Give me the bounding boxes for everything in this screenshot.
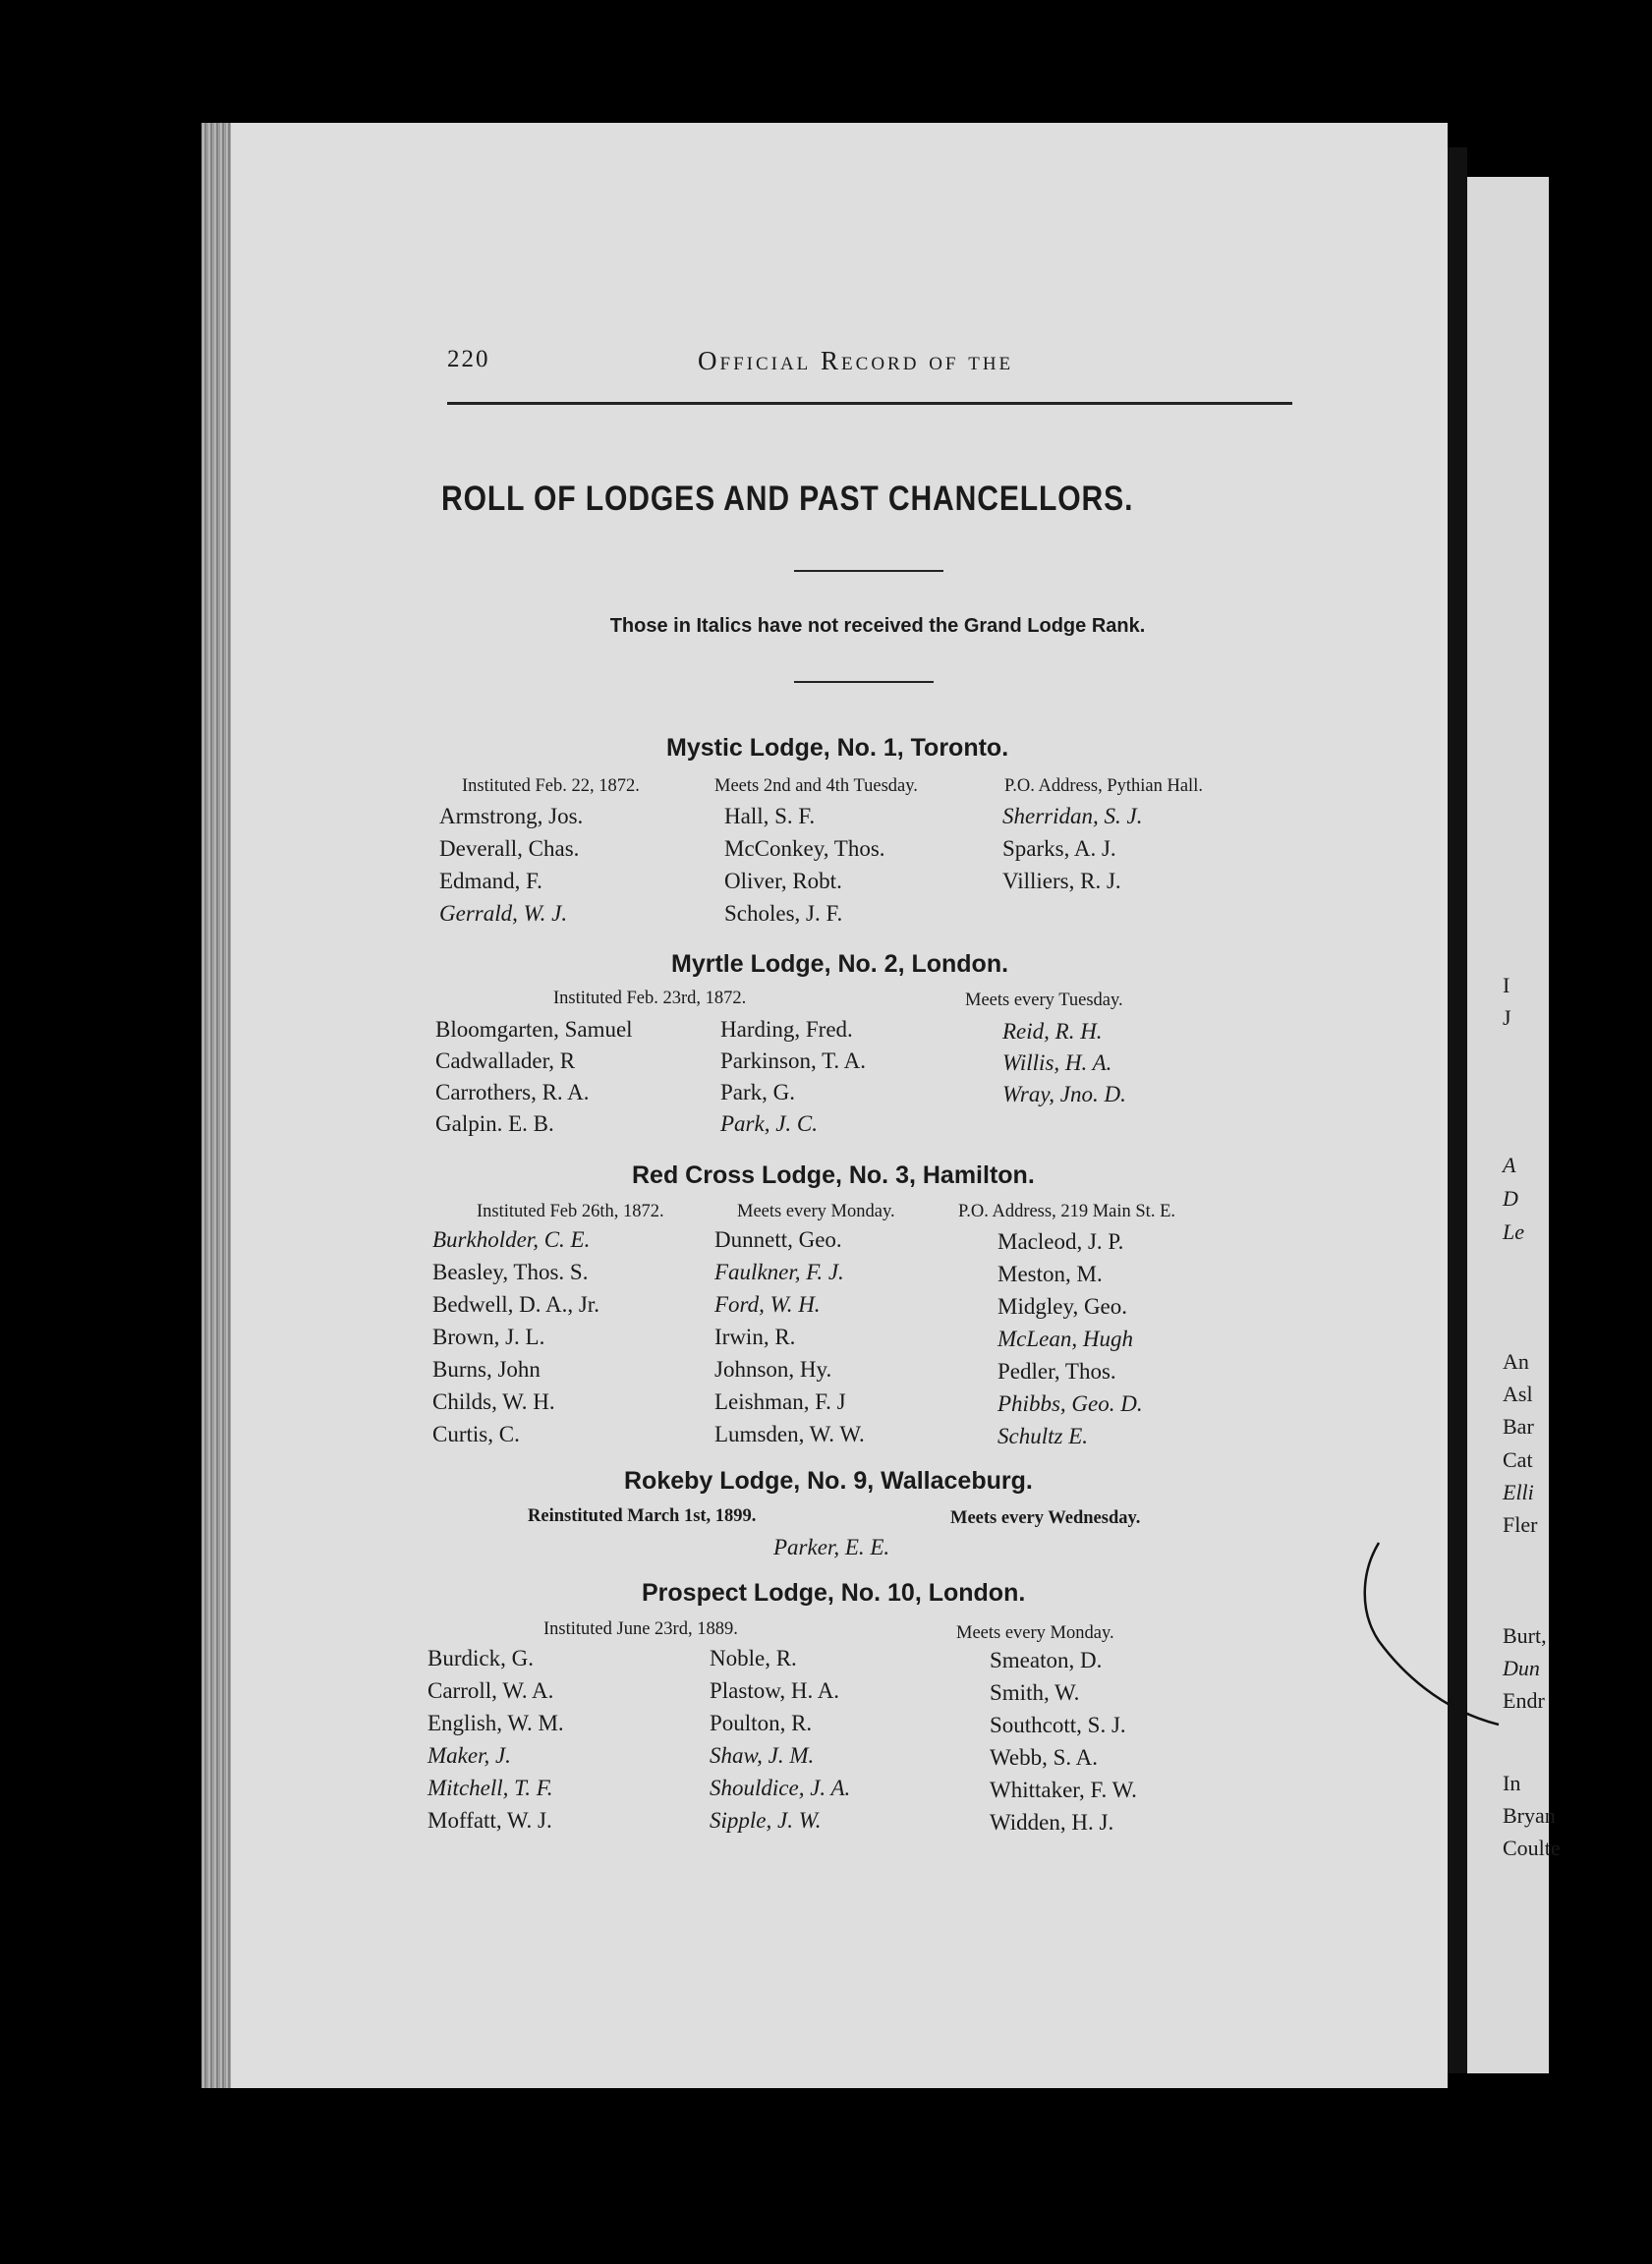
member-name: Macleod, J. P. [997,1229,1124,1254]
member-name: Meston, M. [997,1262,1103,1286]
lodge-heading: Prospect Lodge, No. 10, London. [642,1579,1026,1607]
member-name: Harding, Fred. [720,1017,853,1042]
facing-fragment: Bar [1503,1414,1534,1439]
member-name: Faulkner, F. J. [714,1260,844,1284]
member-name: Carrothers, R. A. [435,1080,590,1104]
member-name: Schultz E. [997,1424,1088,1448]
facing-fragment: Burt, [1503,1623,1547,1648]
member-name: Noble, R. [710,1646,797,1670]
member-name: Lumsden, W. W. [714,1422,865,1446]
facing-fragment: I [1503,973,1510,997]
member-name: Wray, Jno. D. [1002,1082,1126,1106]
member-name: Dunnett, Geo. [714,1227,842,1252]
member-name: Smeaton, D. [990,1648,1103,1672]
member-name: Burkholder, C. E. [432,1227,591,1252]
facing-fragment: Asl [1503,1382,1533,1406]
lodge-heading: Myrtle Lodge, No. 2, London. [671,950,1009,978]
italics-note: Those in Italics have not received the Grand Lodge Rank. [609,615,1146,637]
lodge-instituted: Instituted June 23rd, 1889. [543,1619,738,1639]
member-name: Webb, S. A. [990,1745,1098,1770]
member-name: Widden, H. J. [990,1810,1114,1835]
divider [794,681,934,683]
lodge-heading: Mystic Lodge, No. 1, Toronto. [666,734,1009,762]
lodge-address: P.O. Address, 219 Main St. E. [958,1202,1175,1221]
member-name: Reid, R. H. [1002,1019,1103,1044]
member-name: Deverall, Chas. [439,836,580,861]
member-name: Willis, H. A. [1002,1050,1112,1075]
page-title: ROLL OF LODGES AND PAST CHANCELLORS. [440,480,1134,518]
member-name: Phibbs, Geo. D. [997,1391,1143,1416]
facing-fragment: Coulte [1503,1836,1561,1860]
lodge-meetings: Meets every Wednesday. [950,1508,1141,1528]
member-name: Maker, J. [427,1743,511,1768]
member-name: Johnson, Hy. [714,1357,832,1382]
member-name: Ford, W. H. [714,1292,821,1317]
member-name: Sipple, J. W. [710,1808,822,1833]
facing-fragment: Cat [1503,1447,1533,1472]
member-name: Galpin. E. B. [435,1111,554,1136]
member-name: Whittaker, F. W. [990,1778,1137,1802]
facing-fragment: Bryan [1503,1803,1556,1828]
member-name: Cadwallader, R [435,1048,576,1073]
member-name: Sherridan, S. J. [1002,804,1143,828]
lodge-instituted: Instituted Feb. 22, 1872. [462,776,640,796]
member-name: Southcott, S. J. [990,1713,1126,1737]
member-name: Irwin, R. [714,1325,796,1349]
member-name: Bedwell, D. A., Jr. [432,1292,599,1317]
member-name: Poulton, R. [710,1711,813,1735]
lodge-instituted: Instituted Feb 26th, 1872. [477,1202,664,1221]
facing-fragment: In [1503,1771,1521,1795]
member-name: Parker, E. E. [773,1535,890,1559]
lodge-heading: Red Cross Lodge, No. 3, Hamilton. [632,1161,1035,1189]
header-rule [447,402,1292,405]
facing-fragment: J [1503,1005,1511,1030]
member-name: Shaw, J. M. [710,1743,815,1768]
member-name: Mitchell, T. F. [427,1776,553,1800]
member-name: Moffatt, W. J. [427,1808,552,1833]
member-name: English, W. M. [427,1711,564,1735]
member-name: Shouldice, J. A. [710,1776,851,1800]
lodge-heading: Rokeby Lodge, No. 9, Wallaceburg. [624,1467,1033,1495]
member-name: Oliver, Robt. [724,869,842,893]
page-number: 220 [447,346,490,372]
lodge-address: P.O. Address, Pythian Hall. [1004,776,1203,796]
member-name: Pedler, Thos. [997,1359,1116,1384]
member-name: Edmand, F. [439,869,542,893]
facing-page [1467,177,1561,2073]
lodge-meetings: Meets every Tuesday. [965,990,1123,1010]
member-name: Curtis, C. [432,1422,520,1446]
facing-fragment: Endr [1503,1688,1545,1713]
facing-fragment: An [1503,1349,1529,1374]
lodge-instituted: Reinstituted March 1st, 1899. [528,1506,757,1526]
page-edges [201,123,231,2088]
member-name: Burns, John [432,1357,541,1382]
member-name: Carroll, W. A. [427,1678,554,1703]
member-name: McConkey, Thos. [724,836,885,861]
member-name: Parkinson, T. A. [720,1048,867,1073]
facing-fragment: Le [1503,1219,1524,1244]
member-name: Midgley, Geo. [997,1294,1128,1319]
facing-fragment: A [1503,1153,1516,1177]
member-name: Sparks, A. J. [1002,836,1116,861]
member-name: Bloomgarten, Samuel [435,1017,633,1042]
member-name: Gerrald, W. J. [439,901,568,926]
lodge-meetings: Meets every Monday. [737,1202,895,1221]
member-name: Scholes, J. F. [724,901,843,926]
member-name: Hall, S. F. [724,804,816,828]
lodge-meetings: Meets 2nd and 4th Tuesday. [714,776,918,796]
member-name: Burdick, G. [427,1646,534,1670]
member-name: McLean, Hugh [997,1327,1133,1351]
member-name: Villiers, R. J. [1002,869,1121,893]
lodge-instituted: Instituted Feb. 23rd, 1872. [553,989,747,1008]
divider [794,570,943,572]
facing-fragment: Fler [1503,1512,1538,1537]
running-header: Official Record of the [698,346,1014,375]
member-name: Brown, J. L. [432,1325,545,1349]
member-name: Beasley, Thos. S. [432,1260,589,1284]
member-name: Smith, W. [990,1680,1080,1705]
pencil-mark [1361,1533,1509,1788]
member-name: Childs, W. H. [432,1389,555,1414]
member-name: Armstrong, Jos. [439,804,584,828]
member-name: Park, J. C. [720,1111,819,1136]
member-name: Leishman, F. J [714,1389,846,1414]
facing-fragment: Dun [1503,1656,1540,1680]
facing-fragment: D [1503,1186,1518,1211]
member-name: Plastow, H. A. [710,1678,840,1703]
facing-fragment: Elli [1503,1480,1534,1504]
member-name: Park, G. [720,1080,796,1104]
lodge-meetings: Meets every Monday. [956,1623,1114,1643]
